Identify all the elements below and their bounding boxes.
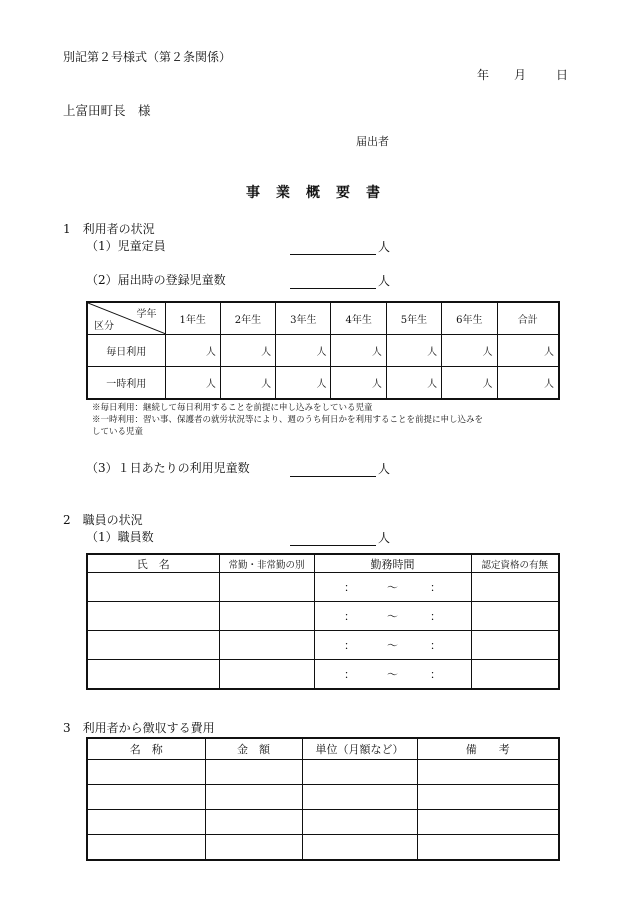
col-header: 認定資格の有無 [471, 554, 559, 573]
col-header: 氏 名 [87, 554, 219, 573]
col-header: 常勤・非常勤の別 [219, 554, 314, 573]
table-cell[interactable] [219, 631, 314, 660]
daily-field[interactable] [290, 460, 390, 477]
table-cell[interactable] [205, 785, 302, 810]
table-cell[interactable]: 人 [331, 367, 386, 400]
table-cell[interactable] [87, 760, 205, 785]
daily-label: （3）１日あたりの利用児童数 [86, 461, 250, 475]
notifier-label: 届出者 [356, 135, 389, 148]
col-header: 2年生 [220, 302, 275, 335]
table-cell[interactable] [219, 660, 314, 690]
capacity-field[interactable] [290, 238, 390, 255]
table-cell[interactable]: 人 [220, 367, 275, 400]
registered-field[interactable] [290, 272, 390, 289]
unit-label: 人 [378, 240, 391, 254]
row-label: 毎日利用 [87, 335, 165, 367]
table-row [87, 335, 559, 367]
table-row [87, 785, 559, 810]
table-row [87, 835, 559, 861]
table-cell[interactable] [302, 810, 417, 835]
table-cell[interactable] [205, 810, 302, 835]
note-temporary-cont: している児童 [92, 427, 144, 437]
table-row [87, 367, 559, 400]
unit-label: 人 [378, 531, 391, 545]
col-header: 4年生 [331, 302, 386, 335]
unit-label: 人 [378, 274, 391, 288]
table-cell[interactable] [417, 760, 559, 785]
table-cell[interactable]: 人 [497, 335, 559, 367]
col-header: 6年生 [442, 302, 497, 335]
table-cell[interactable] [87, 810, 205, 835]
table-cell[interactable] [471, 631, 559, 660]
table-cell[interactable] [219, 573, 314, 602]
table-cell[interactable] [205, 835, 302, 861]
date-year: 年 [477, 68, 490, 82]
col-header: 合計 [497, 302, 559, 335]
table-row [87, 573, 559, 602]
table-cell[interactable]: 人 [442, 335, 497, 367]
table-cell[interactable] [417, 835, 559, 861]
enrollment-table [86, 301, 560, 400]
table-cell[interactable] [87, 631, 219, 660]
table-cell[interactable] [87, 602, 219, 631]
col-header: 3年生 [276, 302, 331, 335]
table-cell[interactable] [87, 573, 219, 602]
table-cell[interactable]: 人 [276, 335, 331, 367]
form-id: 別記第２号様式（第２条関係） [63, 50, 232, 64]
table-cell[interactable]: 人 [386, 335, 441, 367]
table-cell[interactable] [471, 602, 559, 631]
table-cell[interactable]: 人 [497, 367, 559, 400]
col-header: 金 額 [205, 738, 302, 760]
title-char: 概 [306, 185, 320, 201]
fees-table [86, 737, 560, 861]
table-cell[interactable] [302, 760, 417, 785]
table-cell[interactable] [302, 835, 417, 861]
row-label: 一時利用 [87, 367, 165, 400]
corner-header [87, 302, 165, 335]
table-cell[interactable] [87, 835, 205, 861]
section1-heading: 1 利用者の状況 [63, 222, 155, 236]
table-cell[interactable]: 人 [331, 335, 386, 367]
table-row [87, 760, 559, 785]
note-daily: ※毎日利用：継続して毎日利用することを前提に申し込みをしている児童 [92, 403, 373, 413]
note-temporary: ※一時利用：習い事、保護者の就労状況等により、週のうち何日かを利用することを前提に申し込みを [92, 415, 484, 425]
table-cell[interactable] [219, 602, 314, 631]
col-header: 勤務時間 [314, 554, 471, 573]
title-char: 要 [336, 185, 350, 201]
table-cell[interactable]: 人 [442, 367, 497, 400]
registered-label: （2）届出時の登録児童数 [86, 273, 226, 287]
addressee: 上富田町長 様 [63, 103, 151, 118]
table-cell[interactable]: 人 [165, 335, 220, 367]
section3-heading: 3 利用者から徴収する費用 [63, 721, 215, 735]
table-cell[interactable] [302, 785, 417, 810]
page-title [246, 182, 380, 202]
date-day: 日 [556, 68, 569, 82]
title-char: 業 [276, 185, 290, 201]
staff-table [86, 553, 560, 690]
col-header: 単位（月額など） [302, 738, 417, 760]
corner-bottom-label: 区分 [94, 321, 114, 332]
table-cell[interactable] [205, 760, 302, 785]
col-header: 5年生 [386, 302, 441, 335]
unit-label: 人 [378, 462, 391, 476]
work-hours-cell[interactable]: ： 〜 ： [314, 602, 471, 631]
col-header: 名 称 [87, 738, 205, 760]
date-month: 月 [514, 68, 527, 82]
col-header: 備 考 [417, 738, 559, 760]
work-hours-cell[interactable]: ： 〜 ： [314, 573, 471, 602]
table-row [87, 602, 559, 631]
capacity-label: （1）児童定員 [86, 239, 166, 253]
table-cell[interactable] [471, 660, 559, 690]
table-cell[interactable] [87, 785, 205, 810]
table-row [87, 810, 559, 835]
staff-label: （1）職員数 [86, 530, 154, 544]
table-cell[interactable] [417, 810, 559, 835]
col-header: 1年生 [165, 302, 220, 335]
title-char: 書 [366, 185, 380, 201]
table-cell[interactable]: 人 [386, 367, 441, 400]
table-cell[interactable] [417, 785, 559, 810]
table-cell[interactable]: 人 [165, 367, 220, 400]
section2-heading: 2 職員の状況 [63, 513, 143, 527]
staff-field[interactable] [290, 529, 390, 546]
table-row [87, 631, 559, 660]
table-cell[interactable]: 人 [220, 335, 275, 367]
table-cell[interactable] [471, 573, 559, 602]
work-hours-cell[interactable]: ： 〜 ： [314, 631, 471, 660]
table-cell[interactable] [87, 660, 219, 690]
corner-top-label: 学年 [136, 309, 157, 320]
table-row [87, 660, 559, 690]
table-cell[interactable]: 人 [276, 367, 331, 400]
work-hours-cell[interactable]: ： 〜 ： [314, 660, 471, 690]
title-char: 事 [246, 185, 260, 201]
